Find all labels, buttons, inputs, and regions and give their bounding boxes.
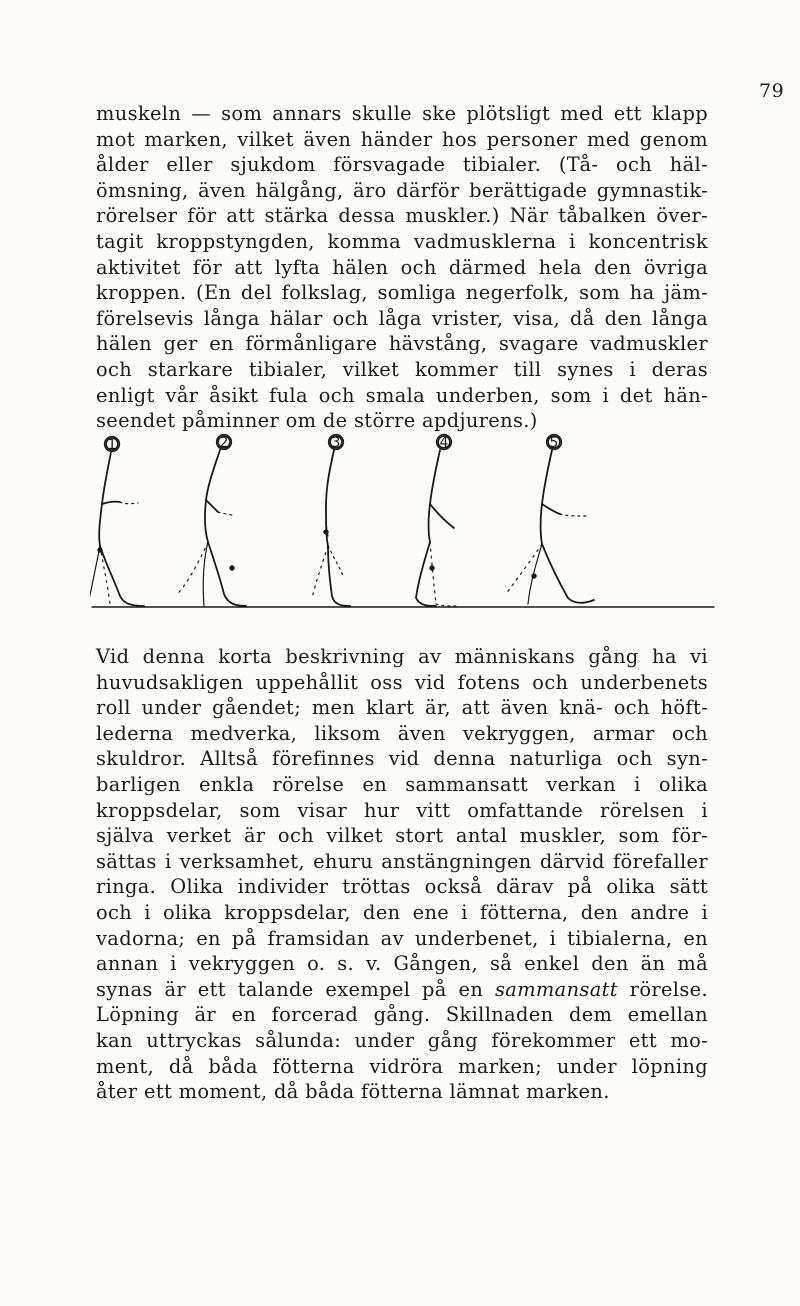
text-line: mot marken, vilket även händer hos personer med genom [96, 127, 708, 151]
text-line: kroppsdelar, som visar hur vitt omfattande rörelsen i [96, 798, 708, 822]
figure-label-4: 4 [439, 435, 449, 451]
text-line: Vid denna korta beskrivning av människans gång ha vi [96, 645, 708, 668]
text-line: aktivitet för att lyfta hälen och därmed hela den övriga [96, 255, 708, 279]
text-line-emphasis [96, 977, 708, 1003]
figure-2-silhouette [176, 436, 246, 606]
text-line: huvudsakligen uppehållit oss vid fotens och underbenets [96, 670, 708, 694]
text-line: sättas i verksamhet, ehuru anstängningen därvid förefaller [96, 849, 708, 873]
text-line: barligen enkla rörelse en sammansatt verkan i olika [96, 772, 708, 796]
figure-4-silhouette [416, 436, 458, 606]
text-line: och starkare tibialer, vilket kommer till synes i deras [96, 357, 708, 381]
text-line: skuldror. Alltså förefinnes vid denna naturliga och syn- [96, 747, 708, 771]
figure-5-silhouette [506, 436, 594, 604]
figure-label-5: 5 [549, 435, 559, 451]
text-line: Löpning är en forcerad gång. Skillnaden dem emellan [96, 1003, 708, 1027]
text-line: förelsevis långa hälar och låga vrister, visa, då den långa [96, 306, 708, 330]
text-line: seendet påminner om de större apdjurens.) [96, 409, 538, 433]
page-number: 79 [759, 80, 785, 102]
text-line: muskeln — som annars skulle ske plötsligt med ett klapp [96, 102, 708, 125]
text-line: rörelser för att stärka dessa muskler.) När tåbalken över- [96, 204, 708, 228]
text-line: ömsning, även hälgång, äro därför berättigade gymnastik- [96, 178, 708, 202]
figure-label-1: 1 [107, 437, 117, 453]
text-line: enligt vår åsikt fula och smala underben, som i det hän- [96, 383, 708, 407]
paragraph-top [96, 101, 708, 434]
text-line: ment, då båda fötterna vidröra marken; under löpning [96, 1054, 708, 1078]
figure-3-silhouette [312, 436, 350, 606]
gait-figure-drawing [90, 428, 716, 618]
text-line: annan i vekryggen o. s. v. Gången, så enkel den än må [96, 952, 708, 976]
text-line: hälen ger en förmånligare hävstång, svagare vadmuskler [96, 332, 708, 356]
text-line: kan uttryckas sålunda: under gång förekommer ett mo- [96, 1028, 708, 1052]
text-line: ringa. Olika individer tröttas också därav på olika sätt [96, 875, 708, 899]
emphasized-word: sammansatt [494, 977, 618, 1001]
text-line: roll under gåendet; men klart är, att även knä- och höft- [96, 696, 708, 720]
text-line: lederna medverka, liksom även vekryggen, armar och [96, 721, 708, 745]
paragraph-bottom [96, 644, 708, 1105]
text-segment: synas är ett talande exempel på en [96, 977, 495, 1001]
text-segment: rörelse. [617, 977, 709, 1001]
text-line: själva verket är och vilket stort antal muskler, som för- [96, 824, 708, 848]
text-line: vadorna; en på framsidan av underbenet, i tibialerna, en [96, 926, 708, 950]
text-line: ålder eller sjukdom försvagade tibialer. (Tå- och häl- [96, 153, 708, 177]
text-line: kroppen. (En del folkslag, somliga negerfolk, som ha jäm- [96, 281, 708, 305]
text-line: åter ett moment, då båda fötterna lämnat marken. [96, 1080, 610, 1104]
figure-1-silhouette [90, 438, 144, 606]
gait-figure [90, 428, 716, 618]
text-line: och i olika kroppsdelar, den ene i fötterna, den andre i [96, 900, 708, 924]
figure-label-3: 3 [331, 435, 341, 451]
figure-label-2: 2 [219, 435, 229, 451]
text-line: tagit kroppstyngden, komma vadmusklerna i koncentrisk [96, 229, 708, 253]
